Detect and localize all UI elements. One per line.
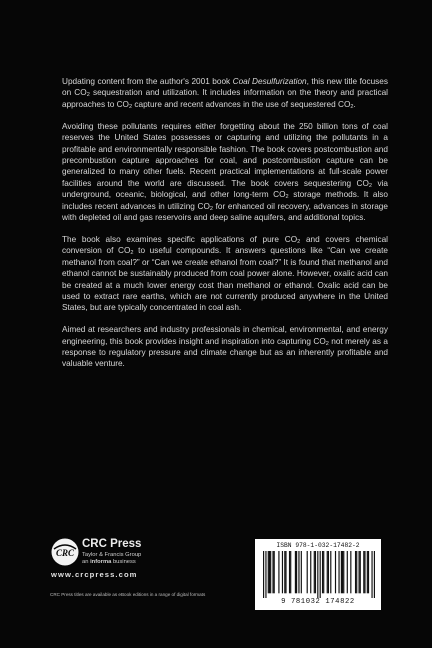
- barcode-bar: [338, 551, 339, 593]
- subscript: 2: [350, 103, 354, 110]
- publisher-group: Taylor & Francis Group: [82, 552, 142, 558]
- barcode-bar: [265, 551, 266, 598]
- barcode-digits: 9 781032 174822: [281, 598, 355, 606]
- logo-lettering: CRC: [55, 548, 75, 558]
- barcode-bar: [317, 551, 318, 598]
- barcode-bar: [327, 551, 328, 593]
- barcode-bar: [364, 551, 365, 593]
- publisher-url[interactable]: www.crcpress.com: [51, 570, 138, 579]
- text-run: business: [111, 559, 136, 565]
- barcode-bar: [272, 551, 273, 593]
- text-run: via underground, oceanic, biological, and other long-term CO: [62, 178, 388, 200]
- informa-name: informa: [90, 559, 112, 565]
- blurb-paragraph-4: [62, 324, 388, 370]
- text-run: The book also examines specific applications of pure CO: [62, 234, 298, 244]
- barcode-bar: [301, 551, 302, 593]
- barcode-bar: [368, 551, 369, 593]
- text-run: Updating content from the author's 2001 book: [62, 77, 233, 86]
- barcode-bar: [322, 551, 323, 593]
- subscript: 2: [297, 238, 301, 245]
- barcode-bar: [374, 551, 375, 598]
- text-run: not merely as a response to regulatory pressure and climate change but as an inherently profitable and valuable venture.: [62, 336, 388, 369]
- barcode-bar: [371, 551, 372, 598]
- subscript: 2: [285, 194, 289, 201]
- text-run: and covers chemical conversion of CO: [62, 234, 388, 256]
- barcode-bar: [282, 551, 283, 593]
- barcode-bar: [290, 551, 291, 593]
- subscript: 2: [130, 250, 134, 257]
- barcode-bar: [343, 551, 344, 593]
- barcode-bar: [350, 551, 351, 593]
- barcode-bar: [355, 551, 356, 593]
- barcode-bar: [330, 551, 331, 593]
- barcode-bar: [341, 551, 342, 593]
- subscript: 2: [325, 340, 329, 347]
- text-run: sequestration and utilization. It includes information on the theory and practical approaches to CO: [62, 88, 388, 109]
- barcode-bar: [347, 551, 348, 593]
- publisher-name: CRC Press: [82, 538, 142, 550]
- barcode-bar: [358, 551, 359, 593]
- text-run: Avoiding these pollutants requires either forgetting about the 250 billion tons of coal reserves the United States possesses or capturing and utilizing the pollutants in a profitable and environmentally responsible fashion. The book covers postcombustion and precombustion capture approaches for coal, and postcombustion capture can be generalized to many other fuels. Recent practical implementations at full-scale power facilities around the world are discussed. The book covers sequestering CO: [62, 121, 388, 188]
- text-run: storage methods. It also includes recent advances in utilizing CO: [62, 190, 388, 211]
- blurb-paragraph-3: [62, 234, 388, 314]
- barcode-bar: [263, 551, 264, 598]
- subscript: 2: [368, 182, 373, 189]
- blurb-paragraph-1: [62, 76, 388, 110]
- barcode-bar: [295, 551, 296, 593]
- barcode-bar: [314, 551, 315, 593]
- book-title: Coal Desulfurization: [232, 77, 307, 86]
- isbn-label: ISBN 978-1-032-17482-2: [276, 542, 360, 549]
- text-run: to useful compounds. It answers questions like “Can we create methanol from coal?” or “Can we create ethanol from coal?” It is found that methanol and ethanol cannot be sustainably produced from coal power alone. However, oxalic acid can be created at a much lower energy cost than methanol or ethanol. Oxalic acid can be used to extract rare earths, which are not currently produced anywhere in the United States, but are typically concentrated in coal ash.: [62, 246, 388, 313]
- barcode-bar: [328, 551, 329, 593]
- text-run: capture and recent advances in the use of sequestered CO: [132, 99, 351, 109]
- barcode-box: [255, 539, 381, 610]
- barcode-bar: [323, 551, 324, 593]
- barcode-bar: [278, 551, 279, 593]
- subscript: 2: [209, 205, 214, 212]
- barcode-bar: [310, 551, 311, 593]
- barcode-bar: [289, 551, 290, 593]
- barcode-icon: [263, 551, 375, 598]
- barcode-bar: [363, 551, 364, 593]
- publisher-informa: [82, 559, 136, 565]
- barcode-bar: [307, 551, 308, 593]
- barcode-bar: [360, 551, 361, 593]
- crc-logo-icon: [50, 537, 80, 567]
- publisher-block: [50, 535, 200, 583]
- subscript: 2: [128, 103, 133, 110]
- barcode-bar: [335, 551, 336, 593]
- subscript: 2: [86, 92, 90, 99]
- barcode-bar: [268, 551, 269, 593]
- text-run: Aimed at researchers and industry professionals in chemical, environmental, and energy engineering, this book provides insight and inspiration into capturing CO: [62, 325, 388, 346]
- barcode-bar: [342, 551, 343, 593]
- barcode-bar: [315, 551, 316, 593]
- text-run: for enhanced oil recovery, advances in storage with depleted oil and gas reservoirs and deep saline aquifers, and additional topics.: [62, 201, 388, 222]
- barcode-bar: [270, 551, 271, 593]
- text-run: .: [353, 99, 356, 109]
- blurb-paragraph-2: [62, 121, 388, 224]
- ebook-note: CRC Press titles are available as eBook editions in a range of digital formats: [50, 592, 206, 597]
- barcode-bar: [285, 551, 286, 593]
- barcode-bar: [284, 551, 285, 593]
- barcode-bar: [296, 551, 297, 593]
- barcode-bar: [274, 551, 275, 593]
- barcode-bar: [356, 551, 357, 593]
- text-run: , this new title focuses on CO: [62, 77, 389, 98]
- barcode-bar: [320, 551, 321, 598]
- barcode-bar: [367, 551, 368, 593]
- blurb-text: [62, 76, 388, 380]
- barcode-bar: [269, 551, 270, 593]
- barcode-bar: [298, 551, 299, 593]
- text-run: an: [82, 559, 91, 565]
